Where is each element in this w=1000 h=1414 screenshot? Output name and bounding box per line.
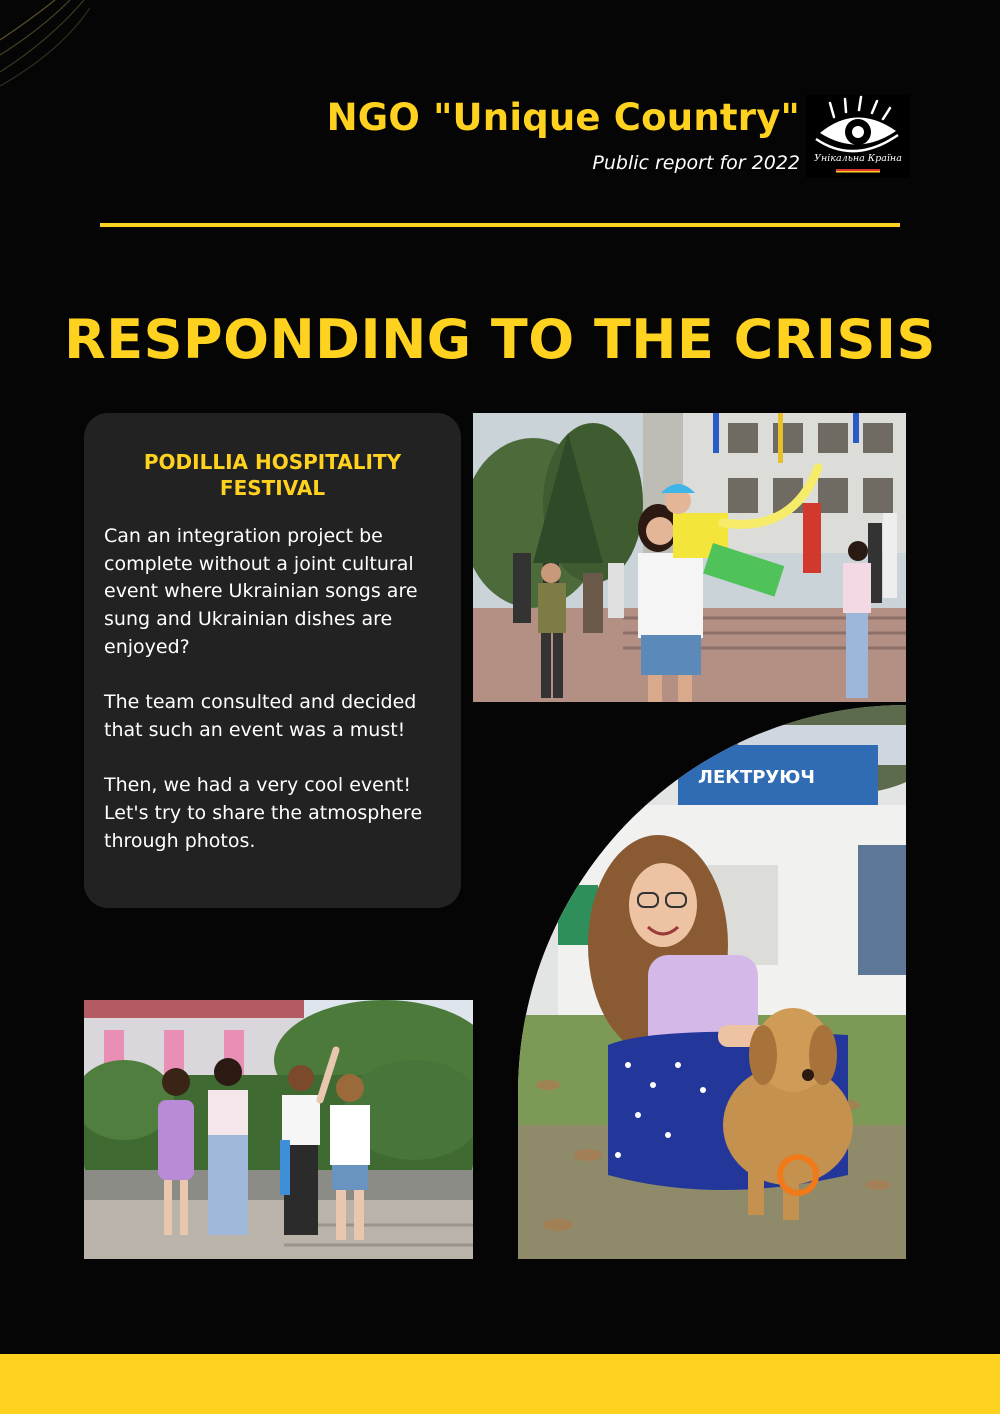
logo-text: Унікальна Країна bbox=[814, 153, 902, 164]
woman-with-puppy-photo bbox=[518, 705, 906, 1259]
team-group-photo bbox=[84, 1000, 473, 1259]
card-paragraph: Can an integration project be complete without a joint cultural event where Ukrainian songs are sung and Ukrainian dishes are enjoyed? bbox=[104, 525, 418, 658]
org-name-heading: NGO "Unique Country" bbox=[326, 96, 800, 139]
eye-logo-icon bbox=[806, 95, 910, 178]
card-paragraph: Then, we had a very cool event! Let's try to share the atmosphere through photos. bbox=[104, 774, 423, 852]
header-divider bbox=[100, 223, 900, 227]
report-subtitle: Public report for 2022 bbox=[592, 152, 800, 174]
footer-accent-bar bbox=[0, 1354, 1000, 1414]
page-title: RESPONDING TO THE CRISIS bbox=[64, 308, 936, 371]
corner-curves-decoration bbox=[0, 0, 90, 90]
festival-crowd-photo bbox=[473, 413, 906, 702]
building-sign-text: ЛЕКТРУЮЧ bbox=[698, 767, 815, 788]
card-body bbox=[104, 523, 439, 883]
festival-text-card bbox=[84, 413, 461, 908]
card-paragraph: The team consulted and decided that such an event was a must! bbox=[104, 691, 417, 741]
card-title: PODILLIA HOSPITALITY FESTIVAL bbox=[143, 450, 402, 500]
org-logo bbox=[806, 95, 910, 178]
